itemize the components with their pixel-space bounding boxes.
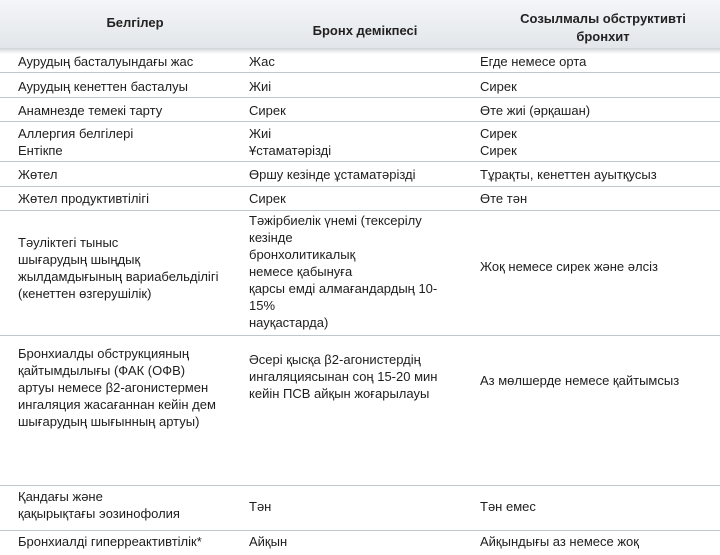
cell-line: Аз мөлшерде немесе қайтымсыз bbox=[480, 373, 680, 388]
cell-asthma bbox=[249, 190, 469, 207]
cell-line: Бронхиалді гиперреактивтілік* bbox=[18, 534, 202, 549]
cell-asthma bbox=[249, 351, 469, 402]
cell-line: Жиі bbox=[249, 79, 272, 94]
cell-line: қақырықтағы эозинофолия bbox=[18, 506, 180, 521]
cell-line: қарсы емді алмағандардың 10- bbox=[249, 281, 438, 296]
table-row bbox=[0, 97, 720, 122]
table-row bbox=[0, 485, 720, 531]
cell-sign bbox=[18, 78, 243, 95]
cell-asthma bbox=[249, 78, 469, 95]
cell-line: Тән емес bbox=[480, 499, 536, 514]
table-row bbox=[0, 72, 720, 98]
cell-line: Бронхиалды обструкцияның bbox=[18, 346, 189, 361]
cell-line: жылдамдығының вариабельділігі bbox=[18, 269, 219, 284]
cell-line: науқастарда) bbox=[249, 315, 329, 330]
cell-copd bbox=[480, 258, 715, 275]
cell-sign bbox=[18, 53, 243, 70]
cell-sign bbox=[18, 102, 243, 119]
cell-line: (кенеттен өзгерушілік) bbox=[18, 286, 152, 301]
table-row bbox=[0, 335, 720, 486]
table-row bbox=[0, 530, 720, 555]
table-row bbox=[0, 186, 720, 211]
cell-line: қайтымдылығы (ФАК (ОФВ) bbox=[18, 363, 186, 378]
cell-line: Әсері қысқа β2-агонистердің bbox=[249, 352, 421, 367]
cell-line: Ентікпе bbox=[18, 143, 63, 158]
cell-line: Аурудың басталуындағы жас bbox=[18, 54, 194, 69]
cell-line: Сирек bbox=[480, 126, 517, 141]
cell-line: бронхолитикалық bbox=[249, 247, 356, 262]
table-row bbox=[0, 210, 720, 336]
cell-asthma bbox=[249, 53, 469, 70]
cell-copd bbox=[480, 53, 715, 70]
cell-copd bbox=[480, 78, 715, 95]
cell-copd bbox=[480, 125, 715, 159]
cell-line: Тән bbox=[249, 499, 272, 514]
cell-copd bbox=[480, 102, 715, 119]
cell-line: Жиі bbox=[249, 126, 272, 141]
table-row bbox=[0, 121, 720, 162]
cell-line: Айқындығы аз немесе жоқ bbox=[480, 534, 639, 549]
cell-sign bbox=[18, 166, 243, 183]
cell-sign bbox=[18, 345, 243, 430]
cell-copd bbox=[480, 372, 715, 389]
cell-line: Тәуліктегі тыныс bbox=[18, 235, 119, 250]
cell-line: Жөтел bbox=[18, 167, 58, 182]
header-copd bbox=[488, 10, 718, 46]
cell-sign bbox=[18, 488, 243, 522]
cell-line: Қандағы және bbox=[18, 489, 103, 504]
cell-line: кезінде bbox=[249, 230, 293, 245]
cell-line: Өте жиі (әрқашан) bbox=[480, 103, 591, 118]
cell-line: Тәжірбиелік үнемі (тексерілу bbox=[249, 213, 422, 228]
cell-line: Жөтел продуктивтілігі bbox=[18, 191, 149, 206]
cell-sign bbox=[18, 533, 243, 550]
cell-line: Жоқ немесе сирек және әлсіз bbox=[480, 259, 658, 274]
cell-line: Жас bbox=[249, 54, 275, 69]
table-row bbox=[0, 48, 720, 73]
cell-line: Аурудың кенеттен басталуы bbox=[18, 79, 188, 94]
cell-sign bbox=[18, 234, 243, 302]
table-row bbox=[0, 161, 720, 187]
cell-copd bbox=[480, 166, 715, 183]
cell-line: Өте тән bbox=[480, 191, 528, 206]
cell-asthma bbox=[249, 166, 469, 183]
cell-line: Айқын bbox=[249, 534, 288, 549]
cell-line: Тұрақты, кенеттен ауытқусыз bbox=[480, 167, 657, 182]
table-header bbox=[0, 0, 720, 48]
header-copd-line1: Созылмалы обструктивті bbox=[520, 11, 686, 26]
cell-line: немесе қабынуға bbox=[249, 264, 353, 279]
cell-line: Өршу кезінде ұстаматәрізді bbox=[249, 167, 416, 182]
cell-copd bbox=[480, 498, 715, 515]
cell-line: Сирек bbox=[480, 79, 517, 94]
cell-line: шығарудың шығынның артуы) bbox=[18, 414, 200, 429]
header-signs: Белгілер bbox=[106, 15, 164, 30]
cell-line: Сирек bbox=[480, 143, 517, 158]
cell-line: Анамнезде темекі тарту bbox=[18, 103, 163, 118]
header-copd-line2: бронхит bbox=[576, 29, 630, 44]
cell-line: шығарудың шыңдық bbox=[18, 252, 141, 267]
cell-copd bbox=[480, 190, 715, 207]
cell-asthma bbox=[249, 498, 469, 515]
cell-asthma bbox=[249, 102, 469, 119]
cell-copd bbox=[480, 533, 715, 550]
cell-line: ингаляциясынан соң 15-20 мин bbox=[249, 369, 438, 384]
cell-line: Сирек bbox=[249, 191, 286, 206]
cell-asthma bbox=[249, 533, 469, 550]
header-asthma: Бронх демікпесі bbox=[312, 23, 418, 38]
cell-asthma bbox=[249, 212, 469, 331]
cell-line: 15% bbox=[249, 298, 276, 313]
cell-line: артуы немесе β2-агонистермен bbox=[18, 380, 209, 395]
cell-line: Егде немесе орта bbox=[480, 54, 587, 69]
cell-line: Аллергия белгілері bbox=[18, 126, 134, 141]
cell-line: ингаляция жасағаннан кейін дем bbox=[18, 397, 216, 412]
cell-sign bbox=[18, 125, 243, 159]
cell-sign bbox=[18, 190, 243, 207]
cell-line: Ұстаматәрізді bbox=[249, 143, 332, 158]
cell-line: Сирек bbox=[249, 103, 286, 118]
cell-line: кейін ПСВ айқын жоғарылауы bbox=[249, 386, 430, 401]
cell-asthma bbox=[249, 125, 469, 159]
